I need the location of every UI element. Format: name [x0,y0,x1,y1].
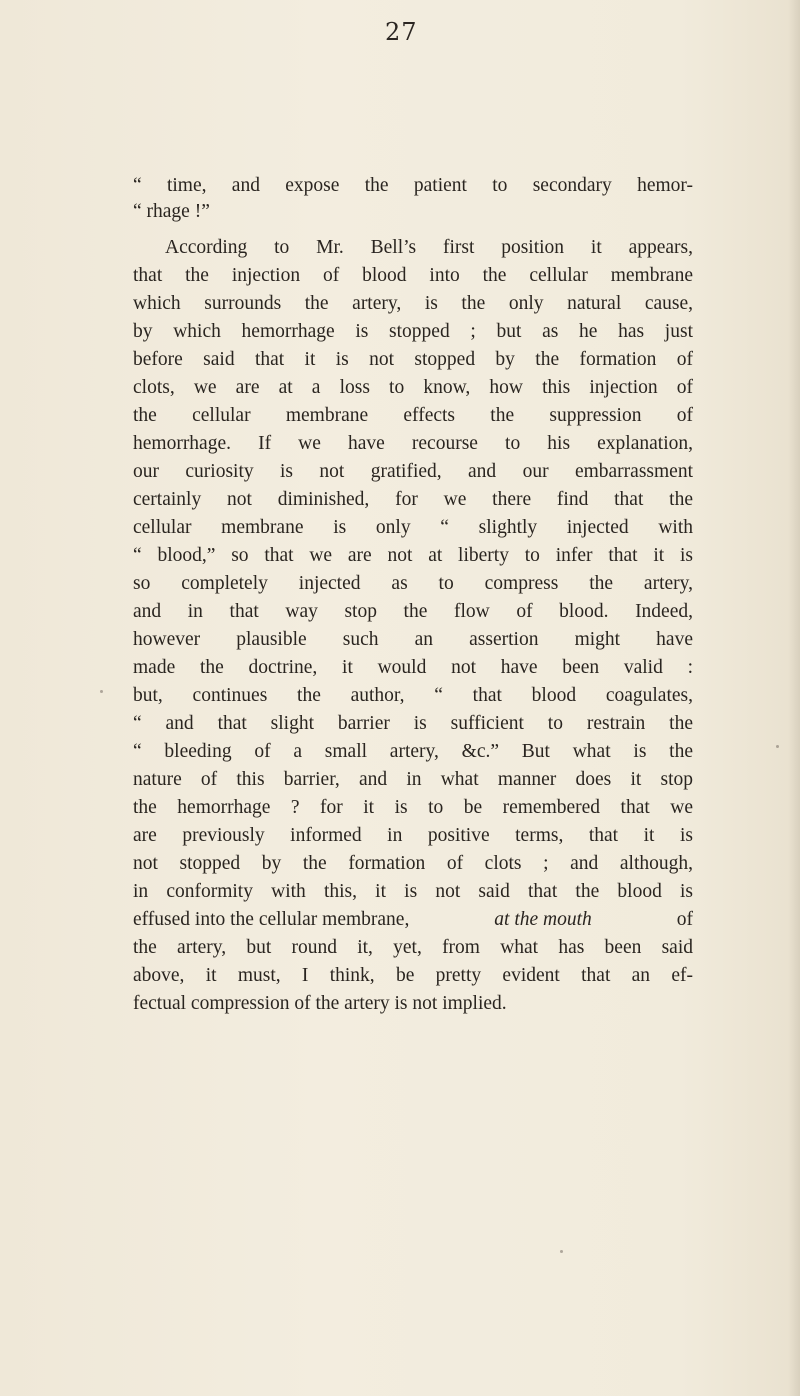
text-line: however plausible such an assertion might have [133,629,693,650]
text-line: hemorrhage. If we have recourse to his explanation, [133,433,693,454]
text-line: in conformity with this, it is not said that the blood is [133,881,693,902]
text-line: “ bleeding of a small artery, &c.” But what is the [133,741,693,762]
text-line: cellular membrane is only “ slightly injected with [133,517,693,538]
text-line: our curiosity is not gratified, and our embarrassment [133,461,693,482]
italic-phrase: at the mouth [494,909,592,930]
text-line: but, continues the author, “ that blood coagulates, [133,685,693,706]
page-edge-shadow [788,0,800,1396]
text-line: the artery, but round it, yet, from what has been said [133,937,693,958]
text-segment: effused into the cellular membrane, [133,909,410,930]
text-line-italic-mix [133,907,693,933]
text-line: According to Mr. Bell’s first position it appears, [165,237,693,258]
text-line: are previously informed in positive terms, that it is [133,825,693,846]
text-line: the hemorrhage ? for it is to be remembered that we [133,797,693,818]
text-line: that the injection of blood into the cellular membrane [133,265,693,286]
text-line: “ blood,” so that we are not at liberty to infer that it is [133,545,693,566]
text-line: “ and that slight barrier is sufficient to restrain the [133,713,693,734]
paper-speck [100,690,103,693]
text-line: “ time, and expose the patient to secondary hemor- [133,175,693,196]
page-number: 27 [385,18,418,46]
text-line: nature of this barrier, and in what manner does it stop [133,769,693,790]
text-line: clots, we are at a loss to know, how this injection of [133,377,693,398]
text-line: made the doctrine, it would not have been valid : [133,657,693,678]
text-line: not stopped by the formation of clots ; and although, [133,853,693,874]
text-line: and in that way stop the flow of blood. Indeed, [133,601,693,622]
paper-speck [776,745,779,748]
text-line: above, it must, I think, be pretty evident that an ef- [133,965,693,986]
text-line: the cellular membrane effects the suppression of [133,405,693,426]
text-line: by which hemorrhage is stopped ; but as he has just [133,321,693,342]
paper-speck [560,1250,563,1253]
text-line: which surrounds the artery, is the only natural cause, [133,293,693,314]
text-segment: of [676,909,693,930]
text-line: so completely injected as to compress the artery, [133,573,693,594]
text-line: “ rhage !” [133,201,210,222]
text-line: before said that it is not stopped by the formation of [133,349,693,370]
text-line: certainly not diminished, for we there find that the [133,489,693,510]
text-line: fectual compression of the artery is not implied. [133,993,507,1014]
